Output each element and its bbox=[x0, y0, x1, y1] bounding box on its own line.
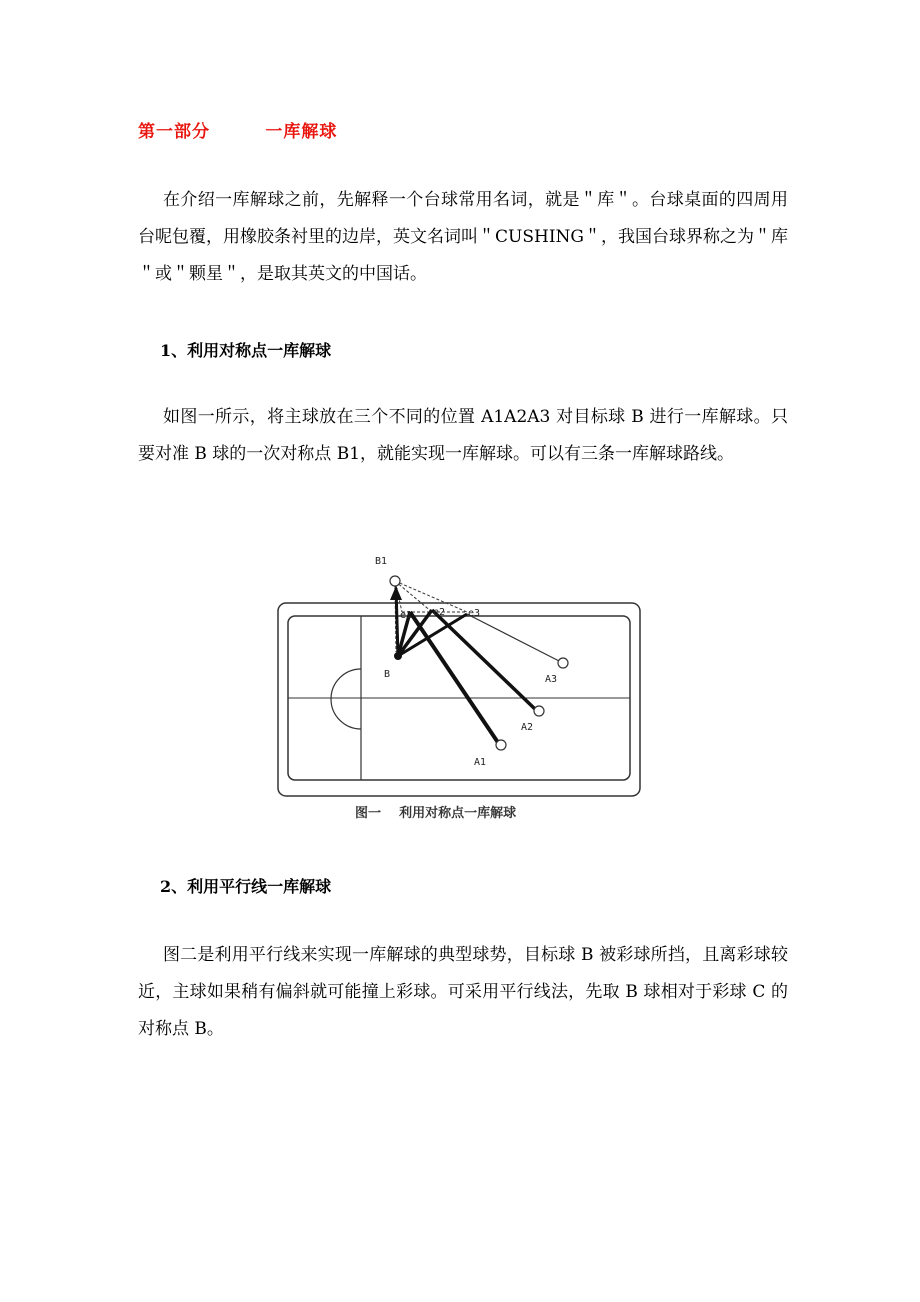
label-e1: e1 bbox=[400, 610, 413, 621]
label-e2: e2 bbox=[433, 607, 446, 618]
subsection-2-heading: 2、利用平行线一库解球 bbox=[160, 877, 332, 896]
subsection-1-heading: 1、利用对称点一库解球 bbox=[160, 341, 332, 360]
arrow-head bbox=[390, 586, 402, 600]
label-e3: e3 bbox=[468, 608, 481, 619]
subsection-2-paragraph: 图二是利用平行线来实现一库解球的典型球势，目标球 B 被彩球所挡，且离彩球较近，主球如果稍有偏斜就可能撞上彩球。可采用平行线法，先取 B 球相对于彩球 C 的对称点 B。 bbox=[138, 945, 788, 1039]
label-a1: A1 bbox=[474, 757, 487, 768]
figure-1-caption: 图一 利用对称点一库解球 bbox=[355, 806, 517, 821]
label-a2: A2 bbox=[521, 722, 534, 733]
intro-paragraph: 在介绍一库解球之前，先解释一个台球常用名词，就是＂库＂。台球桌面的四周用台呢包覆，用橡胶条衬里的边岸，英文名词叫＂CUSHING＂，我国台球界称之为＂库＂或＂颗星＂，是取其英文的中国话。 bbox=[138, 190, 788, 284]
ball-a3 bbox=[558, 658, 568, 668]
subsection-1-paragraph: 如图一所示，将主球放在三个不同的位置 A1A2A3 对目标球 B 进行一库解球。只要对准 B 球的一次对称点 B1，就能实现一库解球。可以有三条一库解球路线。 bbox=[138, 407, 788, 464]
section-title: 第一部分 一库解球 bbox=[138, 122, 338, 142]
label-a3: A3 bbox=[545, 674, 558, 685]
ball-a2 bbox=[534, 706, 544, 716]
ball-a1 bbox=[496, 740, 506, 750]
table-outer-frame bbox=[278, 603, 640, 796]
dashed-line-b1-e3 bbox=[395, 581, 467, 612]
ball-b bbox=[394, 652, 402, 660]
d-semicircle bbox=[331, 669, 361, 729]
ball-b1 bbox=[390, 576, 400, 586]
label-b: B bbox=[384, 669, 391, 680]
figure-1-diagram bbox=[270, 548, 650, 830]
label-b1: B1 bbox=[375, 556, 388, 567]
